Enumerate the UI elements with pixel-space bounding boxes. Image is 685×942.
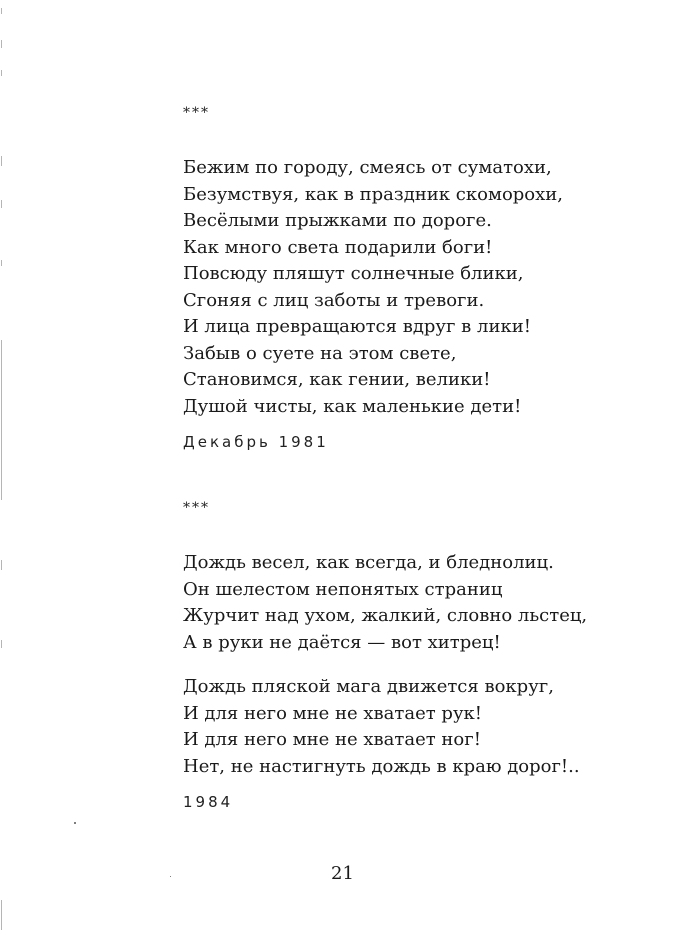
poem-separator-asterisks: *** bbox=[183, 500, 210, 516]
poem-line: Журчит над ухом, жалкий, словно льстец, bbox=[183, 605, 588, 626]
scan-speck bbox=[74, 822, 76, 824]
poem-line: И для него мне не хватает рук! bbox=[183, 702, 483, 724]
poem-line: Бежим по городу, смеясь от суматохи, bbox=[183, 157, 552, 178]
scan-edge-mark bbox=[1, 40, 2, 48]
scan-edge-mark bbox=[1, 200, 2, 208]
poem-stanza bbox=[183, 550, 663, 656]
poem-second bbox=[183, 498, 663, 812]
poem-line: Нет, не настигнуть дождь в краю дорог!.. bbox=[183, 755, 580, 777]
scan-edge-mark bbox=[1, 156, 2, 166]
scan-edge-mark bbox=[1, 8, 2, 14]
poem-line: Как много света подарили боги! bbox=[183, 236, 493, 258]
poem-line: И для него мне не хватает ног! bbox=[183, 729, 481, 750]
poem-date: Декабрь 1981 bbox=[183, 433, 329, 451]
poem-line: Дождь весел, как всегда, и бледнолиц. bbox=[183, 552, 554, 573]
poem-line: Весёлыми прыжками по дороге. bbox=[183, 210, 492, 231]
poem-separator-asterisks: *** bbox=[183, 105, 210, 121]
poem-line: Становимся, как гении, велики! bbox=[183, 369, 491, 390]
scan-edge-mark bbox=[1, 900, 2, 930]
page-number: 21 bbox=[331, 863, 354, 884]
poem-first bbox=[183, 103, 663, 452]
poem-line: А в руки не даётся — вот хитрец! bbox=[183, 631, 501, 653]
poem-stanza bbox=[183, 155, 663, 420]
poem-line: Безумствуя, как в праздник скоморохи, bbox=[183, 183, 564, 205]
scan-edge-mark bbox=[1, 560, 2, 570]
poem-line: И лица превращаются вдруг в лики! bbox=[183, 316, 531, 337]
poem-date: 1984 bbox=[183, 793, 234, 811]
poem-stanza bbox=[183, 674, 663, 780]
scan-edge-mark bbox=[1, 340, 2, 500]
scan-edge-mark bbox=[1, 260, 2, 266]
poem-line: Он шелестом непонятых страниц bbox=[183, 578, 503, 600]
poem-line: Душой чисты, как маленькие дети! bbox=[183, 395, 522, 417]
scan-edge-mark bbox=[1, 70, 2, 76]
poem-line: Повсюду пляшут солнечные блики, bbox=[183, 263, 524, 284]
poem-line: Сгоняя с лиц заботы и тревоги. bbox=[183, 289, 485, 311]
poem-line: Дождь пляской мага движется вокруг, bbox=[183, 676, 554, 697]
scan-edge-mark bbox=[1, 640, 2, 648]
poem-line: Забыв о суете на этом свете, bbox=[183, 342, 457, 364]
